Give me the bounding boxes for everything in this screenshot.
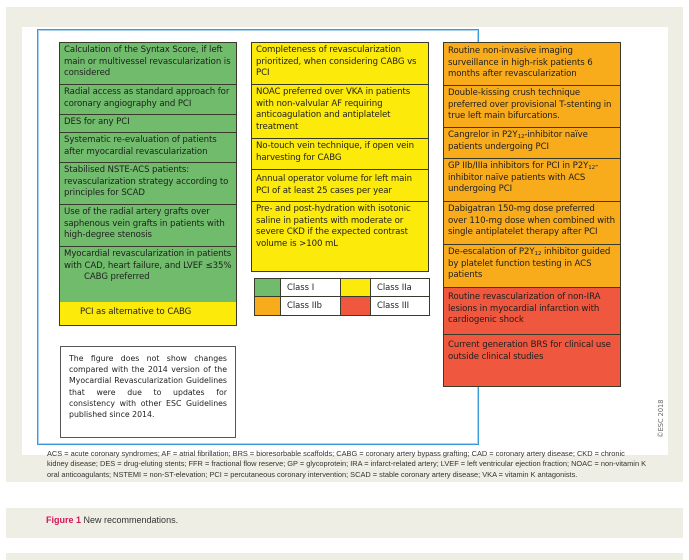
legend-swatch-class-i (255, 279, 281, 297)
class-iia-item: NOAC preferred over VKA in patients with non-valvular AF requiring anticoagulation and antiplatelet treatment (252, 85, 428, 139)
class-i-column (59, 42, 237, 326)
class-i-item: Systematic re-evaluation of patients after myocardial revascularization (60, 133, 236, 163)
legend-swatch-class-iib (255, 297, 281, 315)
class-iia-item: No-touch vein technique, if open vein harvesting for CABG (252, 139, 428, 170)
class-i-item-text: Myocardial revascularization in patients with CAD, heart failure, and LVEF ≤35% (64, 249, 232, 271)
class-i-item: DES for any PCI (60, 115, 236, 133)
class-iib-item-text: -inhibitor naïve patients undergoing PCI (448, 130, 588, 152)
class-iia-item: Annual operator volume for left main PCI of at least 25 cases per year (252, 170, 428, 202)
pci-alternative: PCI as alternative to CABG (80, 307, 192, 317)
figure-label: Figure 1 (46, 515, 82, 525)
legend-swatch-class-iia (341, 279, 371, 297)
class-i-item: Calculation of the Syntax Score, if left main or multivessel revascularization is considered (60, 43, 236, 85)
cabg-preferred: CABG preferred (84, 272, 150, 283)
bottom-band (6, 553, 683, 560)
class-iib-item-text: Cangrelor in P2Y (448, 130, 518, 140)
class-iia-column (251, 42, 429, 272)
copyright: ©ESC 2018 (657, 399, 665, 438)
class-iia-item: Completeness of revascularization prioritized, when considering CABG vs PCI (252, 43, 428, 85)
legend-swatch-class-iii (341, 297, 371, 315)
legend-label-class-iib: Class IIb (281, 297, 341, 315)
class-iia-item (60, 302, 236, 325)
subscript: 12 (517, 134, 525, 140)
legend-label-class-iia: Class IIa (371, 279, 429, 297)
class-iib-item (444, 128, 620, 159)
class-iib-item: Routine non-invasive imaging surveillance in high-risk patients 6 months after revascularization (444, 43, 620, 86)
class-i-item: Stabilised NSTE-ACS patients: revascularization strategy according to principles for SCAD (60, 163, 236, 205)
abbreviations-footnote: ACS = acute coronary syndromes; AF = atrial fibrillation; BRS = bioresorbable scaffolds; CABG = coronary artery bypass grafting; CAD = coronary artery disease; CKD = chronic kidney disease; DES = drug-eluting stents; FFR = fractional flow reserve; GP = glycoprotein; IRA = infarct-related artery; LVEF = left ventricular ejection fraction; NOAC = non-vitamin K oral anticoagulants; NSTEMI = non-ST-elevation; PCI = percutaneous coronary intervention; SCAD = stable coronary artery disease; VKA = vitamin K antagonists. (47, 449, 647, 479)
subscript: 12 (534, 251, 542, 257)
figure-caption-text: New recommendations. (83, 515, 179, 525)
class-i-item (60, 247, 236, 302)
legend-label-class-i: Class I (281, 279, 341, 297)
class-iii-item: Routine revascularization of non-IRA lesions in myocardial infarction with cardiogenic shock (444, 288, 620, 335)
class-iib-item (444, 245, 620, 288)
legend (254, 278, 430, 316)
class-iib-item: Double-kissing crush technique preferred over provisional T-stenting in true left main bifurcations. (444, 86, 620, 128)
class-iib-item: Dabigatran 150-mg dose preferred over 110-mg dose when combined with single antiplatelet therapy after PCI (444, 202, 620, 245)
class-iib-item-text: De-escalation of P2Y (448, 247, 535, 257)
class-iib-item-text: GP IIb/IIIa inhibitors for PCI in P2Y (448, 161, 589, 171)
class-iii-item: Current generation BRS for clinical use outside clinical studies (444, 335, 620, 386)
class-iib-column (443, 42, 621, 387)
note-box: The figure does not show changes compared with the 2014 version of the Myocardial Revascularization Guidelines that were due to updates for consistency with other ESC Guidelines published since 2014. (60, 346, 236, 438)
class-i-item: Use of the radial artery grafts over saphenous vein grafts in patients with high-degree stenosis (60, 205, 236, 247)
figure-caption (46, 515, 178, 525)
class-iia-item: Pre- and post-hydration with isotonic saline in patients with moderate or severe CKD if the expected contrast volume is >100 mL (256, 204, 411, 249)
class-iib-item (444, 159, 620, 202)
subscript: 12 (588, 165, 596, 171)
class-iib-item-text: inhibitor guided by platelet function testing in ACS patients (448, 247, 611, 281)
class-i-item: Radial access as standard approach for coronary angiography and PCI (60, 85, 236, 115)
class-iib-item-text: -inhibitor naïve patients with ACS undergoing PCI (448, 161, 599, 195)
legend-label-class-iii: Class III (377, 300, 410, 310)
